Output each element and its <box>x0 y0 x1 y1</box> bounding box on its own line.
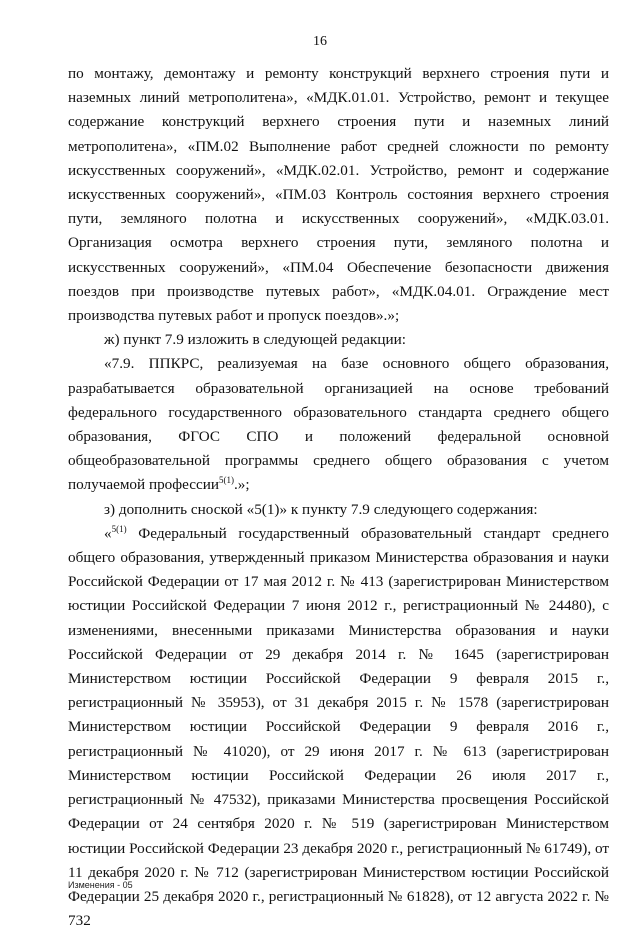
footnote-text: Федеральный государственный образовательный стандарт среднего общего образования, утвержденный приказом Министерства образования и науки Российской Федерации от 17 мая 2012 г. № 413 (зарегистрирован Министерством юстиции Российской Федерации 7 июня 2012 г., регистрационный № 24480), с изменениями, внесенными приказами Министерства образования и науки Российской Федерации от 29 декабря 2014 г. № 1645 (зарегистрирован Министерством юстиции Российской Федерации 9 февраля 2015 г., регистрационный № 35953), от 31 декабря 2015 г. № 1578 (зарегистрирован Министерством юстиции Российской Федерации 9 февраля 2016 г., регистрационный № 41020), от 29 июня 2017 г. № 613 (зарегистрирован Министерством юстиции Российской Федерации 26 июля 2017 г., регистрационный № 47532), приказами Министерства просвещения Российской Федерации от 24 сентября 2020 г. № 519 (зарегистрирован Министерством юстиции Российской Федерации 23 декабря 2020 г., регистрационный № 61749), от 11 декабря 2020 г. № 712 (зарегистрирован Министерством юстиции Российской Федерации 25 декабря 2020 г., регистрационный № 61828), от 12 августа 2022 г. № 732 <box>68 524 609 930</box>
page-number: 16 <box>313 34 327 49</box>
footnote-marker: 5(1) <box>111 523 127 534</box>
footer-revision: Изменения - 05 <box>68 880 133 890</box>
clause-7-9-text: «7.9. ППКРС, реализуемая на базе основного общего образования, разрабатывается образовательной организацией на основе требований федерального государственного образовательного стандарта среднего общего образования, ФГОС СПО и положений федеральной основной общеобразовательной программы среднего общего образования с учетом получаемой профессии <box>68 355 609 494</box>
document-body <box>68 62 609 933</box>
paragraph-clause-7-9 <box>68 352 609 497</box>
paragraph-item-z: з) дополнить сноской «5(1)» к пункту 7.9 следующего содержания: <box>104 500 538 518</box>
paragraph-list-continuation: по монтажу, демонтажу и ремонту конструкций верхнего строения пути и наземных линий метрополитена», «МДК.01.01. Устройство, ремонт и текущее содержание конструкций верхнего строения пути и наземных линий метрополитена», «ПМ.02 Выполнение работ средней сложности по ремонту искусственных сооружений», «МДК.02.01. Устройство, ремонт и содержание искусственных сооружений», «ПМ.03 Контроль состояния верхнего строения пути, земляного полотна и искусственных сооружений», «МДК.03.01. Организация осмотра верхнего строения пути, земляного полотна и искусственных сооружений», «ПМ.04 Обеспечение безопасности движения поездов при производстве путевых работ», «МДК.04.01. Ограждение мест производства путевых работ и пропуск поездов».»; <box>68 65 609 325</box>
paragraph-footnote <box>68 522 609 933</box>
paragraph-item-zh: ж) пункт 7.9 изложить в следующей редакции: <box>104 331 406 349</box>
footnote-open-quote: « <box>104 524 112 542</box>
footnote-reference: 5(1) <box>218 475 234 486</box>
clause-7-9-tail: .»; <box>233 476 250 494</box>
